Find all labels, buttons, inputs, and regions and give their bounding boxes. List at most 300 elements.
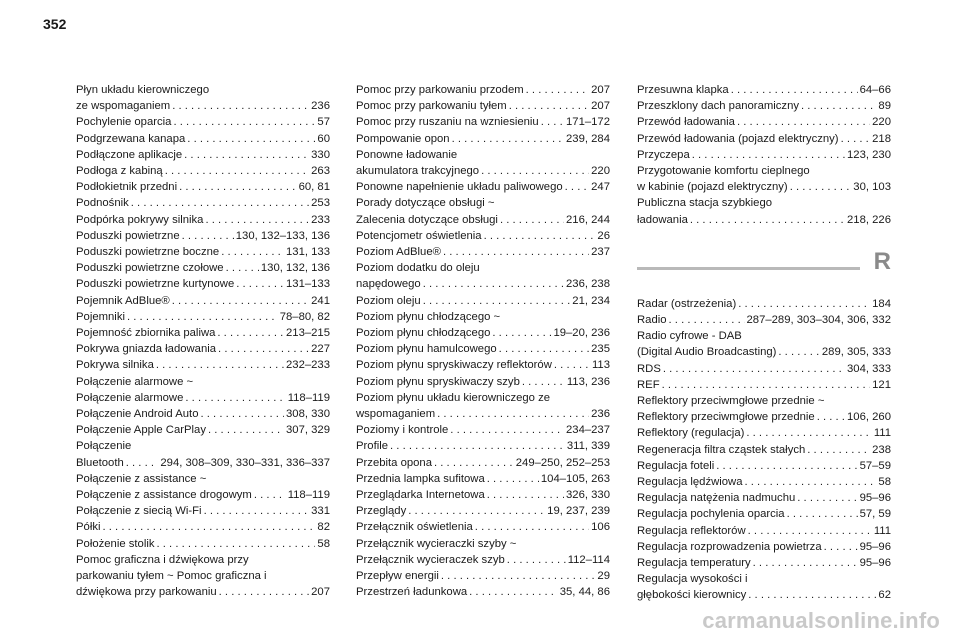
index-entry-line — [76, 390, 330, 406]
index-entry — [637, 458, 891, 474]
entry-pages: 171–172 — [566, 116, 610, 129]
entry-term: Reflektory (regulacja) — [637, 427, 745, 440]
entry-pages: 218 — [872, 132, 891, 145]
index-entry — [356, 584, 610, 600]
index-entry-line — [637, 179, 891, 195]
index-entry-line — [76, 260, 330, 276]
index-entry-line — [356, 163, 610, 179]
index-entry — [637, 539, 891, 555]
dot-leader — [187, 131, 315, 147]
entry-term: Przełącznik oświetlenia — [356, 521, 473, 534]
entry-pages: 308, 330 — [286, 408, 330, 421]
index-entry — [76, 212, 330, 228]
entry-term: ładowania — [637, 213, 688, 226]
entry-term: Regulacja temperatury — [637, 557, 751, 570]
index-entry-line — [356, 293, 610, 309]
entry-term: Pojemniki — [76, 310, 125, 323]
index-entry — [637, 474, 891, 490]
index-entry — [637, 328, 891, 360]
index-entry-line — [356, 260, 610, 276]
entry-term: Zalecenia dotyczące obsługi — [356, 213, 498, 226]
index-entry-line — [76, 503, 330, 519]
index-entry — [637, 195, 891, 227]
entry-term: ze wspomaganiem — [76, 100, 171, 113]
index-entry — [76, 195, 330, 211]
index-entry-line — [76, 82, 330, 98]
dot-leader — [797, 490, 857, 506]
index-entry-line — [637, 114, 891, 130]
dot-leader — [200, 406, 284, 422]
dot-leader — [184, 147, 309, 163]
dot-leader — [481, 163, 589, 179]
dot-leader — [218, 341, 309, 357]
entry-pages: 213–215 — [286, 327, 330, 340]
index-entry-line — [637, 312, 891, 328]
dot-leader — [690, 212, 845, 228]
index-entry-line — [356, 212, 610, 228]
dot-leader — [692, 147, 845, 163]
index-entry-line — [637, 344, 891, 360]
index-entry-line — [637, 506, 891, 522]
entry-pages: 287–289, 303–304, 306, 332 — [746, 314, 891, 327]
dot-leader — [824, 539, 858, 555]
index-entry-line — [76, 471, 330, 487]
dot-leader — [127, 309, 278, 325]
entry-pages: 57 — [317, 116, 330, 129]
dot-leader — [509, 98, 589, 114]
dot-leader — [173, 114, 315, 130]
index-entry-line — [76, 519, 330, 535]
entry-term: Potencjometr oświetlenia — [356, 229, 482, 242]
entry-term: Poziom AdBlue® — [356, 246, 441, 259]
index-entry — [637, 523, 891, 539]
entry-term: parkowaniu tyłem ~ Pomoc graficzna i — [76, 570, 267, 583]
entry-pages: 57–59 — [859, 459, 891, 472]
index-entry-line — [637, 147, 891, 163]
index-entry — [637, 82, 891, 98]
dot-leader — [450, 422, 564, 438]
index-entry — [637, 506, 891, 522]
index-entry — [637, 442, 891, 458]
entry-term: Podłoga z kabiną — [76, 165, 163, 178]
index-entry — [76, 309, 330, 325]
entry-pages: 207 — [311, 586, 330, 599]
dot-leader — [541, 114, 564, 130]
index-entry-line — [76, 374, 330, 390]
index-entry — [637, 131, 891, 147]
index-entry-line — [637, 361, 891, 377]
dot-leader — [441, 568, 596, 584]
dot-leader — [500, 212, 564, 228]
dot-leader — [469, 584, 558, 600]
dot-leader — [204, 503, 310, 519]
entry-pages: 253 — [311, 197, 330, 210]
index-entry-line — [76, 309, 330, 325]
index-entry — [76, 357, 330, 373]
index-entry-line — [356, 503, 610, 519]
index-entry — [76, 325, 330, 341]
entry-pages: 218, 226 — [847, 213, 891, 226]
index-entry — [76, 114, 330, 130]
entry-pages: 239, 284 — [566, 132, 610, 145]
dot-leader — [487, 487, 564, 503]
dot-leader — [205, 212, 309, 228]
entry-term: Poduszki powietrzne czołowe — [76, 262, 224, 275]
dot-leader — [738, 296, 870, 312]
entry-term: Przestrzeń ładunkowa — [356, 586, 468, 599]
index-entry — [356, 309, 610, 341]
index-entry-line — [76, 293, 330, 309]
index-entry-line — [76, 147, 330, 163]
entry-term: Profile — [356, 440, 389, 453]
index-entry-line — [637, 474, 891, 490]
index-entry-line — [76, 357, 330, 373]
entry-term: Przesuwna klapka — [637, 84, 729, 96]
entry-pages: 236 — [591, 408, 610, 421]
index-entry — [637, 98, 891, 114]
section-letter: R — [873, 247, 891, 275]
entry-pages: 233 — [311, 213, 330, 226]
dot-leader — [157, 536, 316, 552]
dot-leader — [787, 506, 858, 522]
entry-term: Przewód ładowania — [637, 116, 735, 129]
index-entry-line — [356, 325, 610, 341]
index-entry-line — [356, 82, 610, 98]
entry-term: Regulacja lędźwiowa — [637, 476, 743, 489]
entry-term: Regulacja reflektorów — [637, 524, 746, 537]
entry-pages: 78–80, 82 — [279, 310, 330, 323]
entry-term: Reflektory przeciwmgłowe przednie — [637, 411, 815, 424]
dot-leader — [126, 455, 159, 471]
dot-leader — [807, 442, 870, 458]
index-column-2 — [356, 82, 610, 601]
index-entry — [356, 131, 610, 147]
index-entry — [637, 393, 891, 425]
index-entry — [76, 422, 330, 438]
index-entry — [76, 82, 330, 114]
entry-term: Ponowne ładowanie — [356, 148, 458, 161]
entry-pages: 236 — [311, 100, 330, 113]
index-entry-line — [76, 179, 330, 195]
dot-leader — [554, 357, 590, 373]
watermark: carmanualsonline.info — [702, 608, 940, 633]
dot-leader — [423, 276, 564, 292]
index-entry — [356, 98, 610, 114]
entry-pages: 106, 260 — [847, 411, 891, 424]
entry-term: Półki — [76, 521, 101, 534]
entry-pages: 232–233 — [286, 359, 330, 372]
entry-pages: 123, 230 — [847, 148, 891, 161]
entry-term: Regulacja foteli — [637, 459, 715, 472]
entry-term: Pokrywa gniazda ładowania — [76, 343, 217, 356]
index-entry-line — [637, 131, 891, 147]
index-entry-line — [637, 82, 891, 98]
index-entry-line — [76, 552, 330, 568]
entry-term: Regeneracja filtra cząstek stałych — [637, 443, 806, 456]
entry-term: Radar (ostrzeżenia) — [637, 297, 737, 310]
entry-term: Publiczna stacja szybkiego — [637, 197, 773, 210]
entry-pages: 57, 59 — [859, 508, 891, 521]
entry-term: Pojemność zbiornika paliwa — [76, 327, 216, 340]
entry-pages: 95–96 — [859, 540, 891, 553]
entry-term: Przebita opona — [356, 456, 432, 469]
entry-term: Radio cyfrowe - DAB — [637, 330, 742, 343]
index-entry-line — [76, 568, 330, 584]
entry-term: Regulacja wysokości i — [637, 573, 748, 586]
entry-pages: 307, 329 — [286, 424, 330, 437]
dot-leader — [746, 425, 871, 441]
index-entry-line — [356, 406, 610, 422]
dot-leader — [492, 325, 551, 341]
index-column-1 — [76, 82, 330, 601]
entry-pages: 121 — [872, 378, 891, 391]
entry-term: Przełącznik wycieraczek szyb — [356, 553, 505, 566]
index-entry-line — [637, 409, 891, 425]
entry-pages: 289, 305, 333 — [821, 346, 891, 359]
index-entry-line — [356, 357, 610, 373]
entry-pages: 106 — [591, 521, 610, 534]
entry-pages: 26 — [597, 229, 610, 242]
entry-term: Połączenie Android Auto — [76, 408, 199, 421]
entry-term: Podnośnik — [76, 197, 129, 210]
index-entry-line — [356, 276, 610, 292]
entry-pages: 331 — [311, 505, 330, 518]
entry-pages: 130, 132–133, 136 — [235, 229, 330, 242]
entry-term: Radio — [637, 314, 667, 327]
entry-term: Poduszki powietrzne — [76, 229, 180, 242]
dot-leader — [219, 584, 309, 600]
index-entry — [76, 536, 330, 552]
entry-term: Pompowanie opon — [356, 132, 450, 145]
index-entry — [356, 374, 610, 390]
index-entry-line — [637, 587, 891, 603]
entry-pages: 19, 237, 239 — [547, 505, 610, 518]
index-entry — [637, 361, 891, 377]
entry-pages: 227 — [311, 343, 330, 356]
index-entry — [76, 244, 330, 260]
index-entry-line — [356, 309, 610, 325]
entry-pages: 104–105, 263 — [540, 472, 610, 485]
entry-pages: 249–250, 252–253 — [515, 456, 610, 469]
entry-pages: 207 — [591, 84, 610, 96]
index-entry — [356, 357, 610, 373]
index-entry — [356, 503, 610, 519]
dot-leader — [841, 131, 871, 147]
index-entry — [356, 179, 610, 195]
entry-pages: 113 — [591, 359, 610, 372]
dot-leader — [778, 344, 819, 360]
entry-term: REF — [637, 378, 660, 391]
dot-leader — [522, 374, 565, 390]
entry-term: Pomoc przy ruszaniu na wzniesieniu — [356, 116, 539, 129]
entry-pages: 304, 333 — [847, 362, 891, 375]
index-entry-line — [76, 438, 330, 454]
entry-pages: 64–66 — [859, 84, 891, 96]
index-entry-line — [356, 114, 610, 130]
dot-leader — [179, 179, 296, 195]
entry-term: Przednia lampka sufitowa — [356, 472, 485, 485]
dot-leader — [484, 228, 596, 244]
index-entry — [637, 425, 891, 441]
dot-leader — [103, 519, 316, 535]
entry-term: RDS — [637, 362, 661, 375]
index-entry-line — [76, 195, 330, 211]
index-entry — [637, 555, 891, 571]
entry-term: Podłączone aplikacje — [76, 148, 183, 161]
entry-term: Przełącznik wycieraczki szyby ~ — [356, 537, 517, 550]
index-entry — [76, 163, 330, 179]
entry-term: Przepływ energii — [356, 570, 439, 583]
entry-term: Poziomy i kontrole — [356, 424, 449, 437]
entry-term: Przygotowanie komfortu cieplnego — [637, 165, 810, 178]
index-entry-line — [637, 98, 891, 114]
dot-leader — [443, 244, 589, 260]
index-entry — [356, 293, 610, 309]
index-entry — [356, 82, 610, 98]
index-entry-line — [76, 406, 330, 422]
dot-leader — [182, 228, 234, 244]
dot-leader — [817, 409, 845, 425]
index-entry-line — [356, 131, 610, 147]
entry-term: Poziom płynu spryskiwaczy reflektorów — [356, 359, 552, 372]
entry-pages: 184 — [872, 297, 891, 310]
dot-leader — [217, 325, 284, 341]
dot-leader — [507, 552, 566, 568]
index-entry-line — [637, 571, 891, 587]
entry-term: Połączenie Apple CarPlay — [76, 424, 206, 437]
index-entry-line — [637, 377, 891, 393]
index-entry-line — [356, 179, 610, 195]
dot-leader — [165, 163, 309, 179]
index-entry — [356, 568, 610, 584]
index-entry-line — [76, 276, 330, 292]
index-entry-line — [356, 244, 610, 260]
entry-term: Reflektory przeciwmgłowe przednie ~ — [637, 395, 825, 408]
index-entry — [76, 293, 330, 309]
entry-term: Połączenie alarmowe ~ — [76, 375, 194, 388]
section-divider — [637, 267, 860, 270]
entry-pages: 112–114 — [567, 553, 610, 566]
index-entry-line — [76, 455, 330, 471]
dot-leader — [236, 276, 284, 292]
entry-pages: 58 — [878, 476, 891, 489]
entry-term: Pochylenie oparcia — [76, 116, 172, 129]
entry-pages: 62 — [878, 589, 891, 602]
index-entry — [76, 406, 330, 422]
index-entry — [76, 228, 330, 244]
entry-term: Połączenie z siecią Wi-Fi — [76, 505, 202, 518]
dot-leader — [221, 244, 284, 260]
entry-pages: 60, 81 — [298, 181, 330, 194]
index-entry-line — [637, 296, 891, 312]
index-entry — [356, 455, 610, 471]
dot-leader — [716, 458, 857, 474]
dot-leader — [731, 82, 858, 98]
entry-pages: 247 — [591, 181, 610, 194]
entry-term: Ponowne napełnienie układu paliwowego — [356, 181, 563, 194]
entry-pages: 111 — [873, 524, 891, 537]
entry-term: Poziom płynu chłodzącego — [356, 327, 491, 340]
index-entry-line — [356, 536, 610, 552]
index-entry — [637, 312, 891, 328]
index-entry — [76, 471, 330, 503]
dot-leader — [172, 293, 309, 309]
entry-pages: 130, 132, 136 — [260, 262, 330, 275]
entry-term: wspomaganiem — [356, 408, 436, 421]
index-entry — [356, 195, 610, 227]
entry-term: Pokrywa silnika — [76, 359, 154, 372]
index-entry — [356, 244, 610, 260]
entry-pages: 326, 330 — [566, 489, 610, 502]
entry-term: Przewód ładowania (pojazd elektryczny) — [637, 132, 839, 145]
dot-leader — [408, 503, 545, 519]
entry-pages: 234–237 — [566, 424, 610, 437]
index-entry-line — [76, 98, 330, 114]
dot-leader — [662, 377, 871, 393]
index-entry — [356, 114, 610, 130]
index-entry — [356, 341, 610, 357]
page-number: 352 — [43, 16, 67, 32]
entry-term: Poziom płynu układu kierowniczego ze — [356, 391, 551, 404]
index-entry-line — [356, 519, 610, 535]
entry-term: Podgrzewana kanapa — [76, 132, 186, 145]
entry-pages: 220 — [591, 165, 610, 178]
index-entry — [76, 503, 330, 519]
entry-pages: 207 — [591, 100, 610, 113]
index-entry — [76, 552, 330, 601]
index-entry-line — [637, 539, 891, 555]
index-entry-line — [356, 341, 610, 357]
index-entry-line — [76, 228, 330, 244]
entry-pages: 330 — [311, 148, 330, 161]
entry-pages: 19–20, 236 — [553, 327, 610, 340]
dot-leader — [748, 587, 876, 603]
index-entry-line — [356, 98, 610, 114]
entry-term: dźwiękowa przy parkowaniu — [76, 586, 217, 599]
dot-leader — [790, 179, 852, 195]
entry-pages: 118–119 — [287, 391, 330, 404]
entry-term: Pomoc przy parkowaniu przodem — [356, 84, 524, 96]
index-entry — [76, 276, 330, 292]
dot-leader — [390, 438, 565, 454]
index-entry-line — [356, 228, 610, 244]
index-entry — [76, 179, 330, 195]
index-entry-line — [356, 195, 610, 211]
index-entry-line — [356, 147, 610, 163]
entry-pages: 263 — [311, 165, 330, 178]
index-entry-line — [356, 471, 610, 487]
dot-leader — [254, 487, 286, 503]
index-entry — [637, 147, 891, 163]
index-entry-line — [76, 163, 330, 179]
index-entry — [356, 519, 610, 535]
index-entry-line — [637, 195, 891, 211]
entry-pages: 82 — [317, 521, 330, 534]
index-entry-line — [637, 458, 891, 474]
dot-leader — [801, 98, 876, 114]
entry-pages: 113, 236 — [566, 375, 610, 388]
entry-pages: 236, 238 — [566, 278, 610, 291]
index-entry — [76, 147, 330, 163]
dot-leader — [499, 341, 589, 357]
index-entry — [637, 490, 891, 506]
entry-pages: 60 — [317, 132, 330, 145]
section-header — [637, 247, 891, 275]
entry-term: głębokości kierownicy — [637, 589, 747, 602]
index-entry-line — [637, 328, 891, 344]
dot-leader — [452, 131, 564, 147]
entry-term: Położenie stolik — [76, 537, 155, 550]
